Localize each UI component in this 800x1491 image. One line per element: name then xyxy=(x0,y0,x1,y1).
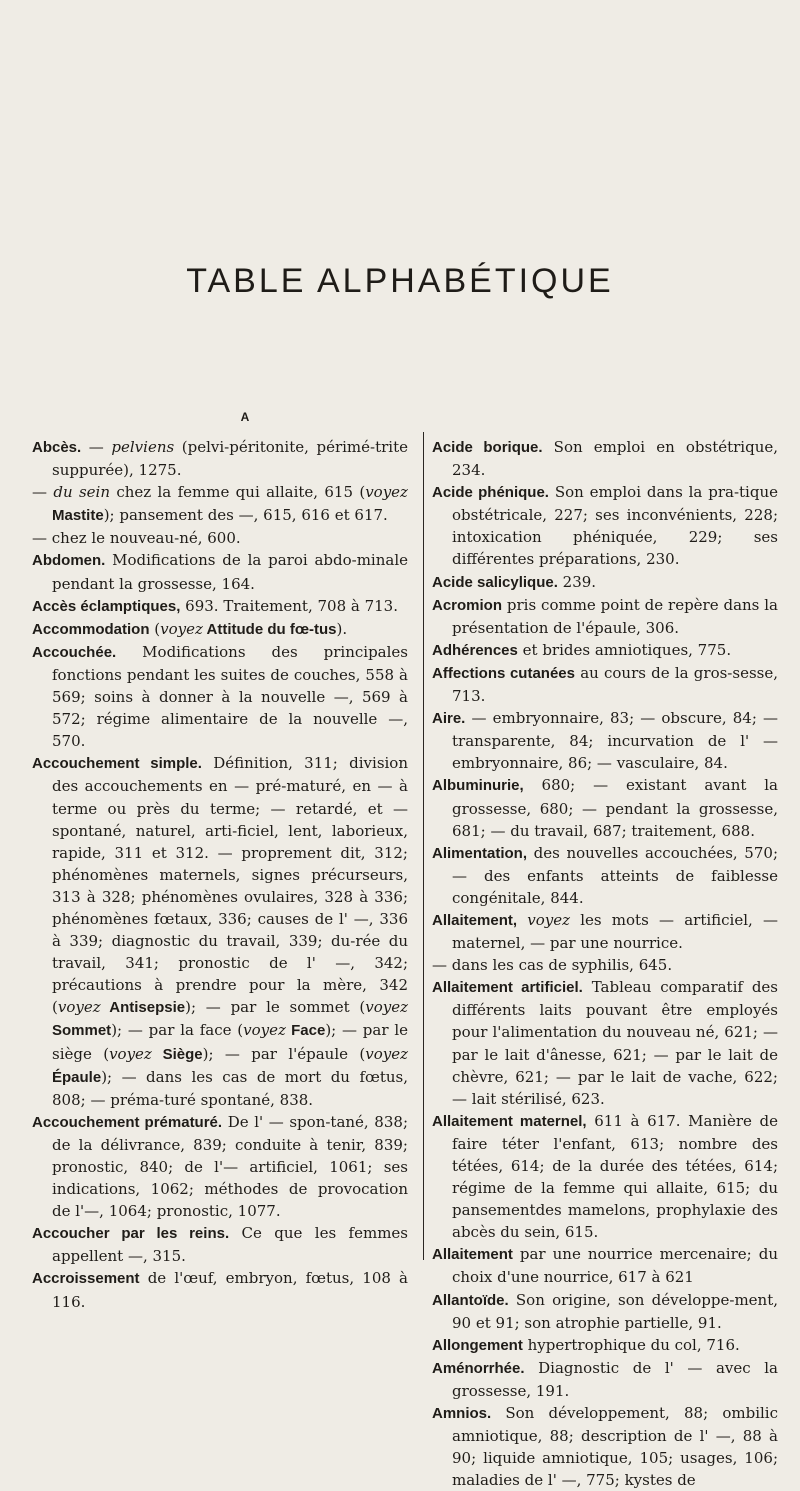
entry-text: 611 à 617. Manière de faire téter l'enfant, 613; nombre des tétées, 614; de la durée des tétées, 614; régime de la femme qui allaite, 615; du pansementdes mamelons, prophylaxie des abcès du sein, 615. xyxy=(452,1111,778,1242)
index-entry xyxy=(432,1402,778,1491)
entry-text: Son origine, son développe-ment, 90 et 91; son atrophie partielle, 91. xyxy=(452,1290,778,1332)
index-entry xyxy=(432,639,778,662)
entry-text: Modifications de la paroi abdo-minale pendant la grossesse, 164. xyxy=(52,551,408,593)
entry-headword: Acide borique. xyxy=(432,439,543,456)
entry-headword: Allaitement xyxy=(432,1246,513,1264)
cross-reference: Épaule xyxy=(52,1068,102,1086)
entry-text: au cours de la gros-sesse, 713. xyxy=(452,663,778,706)
index-entry xyxy=(432,1357,778,1402)
index-entry xyxy=(32,1222,408,1267)
entry-headword: Accouchement simple. xyxy=(32,755,202,773)
entry-text: Diagnostic de l' — avec la grossesse, 191. xyxy=(452,1358,778,1400)
entry-text: 680; — existant avant la grossesse, 680; — pendant la grossesse, 681; — du travail, 687; traitement, 688. xyxy=(452,776,778,840)
entry-text: les mots — artificiel, — maternel, — par une nourrice. xyxy=(452,910,778,953)
entry-text: — xyxy=(81,438,112,456)
index-entry xyxy=(32,527,408,549)
entry-text: de l'œuf, embryon, fœtus, 108 à 116. xyxy=(52,1269,408,1311)
entry-text: 693. Traitement, 708 à 713. xyxy=(180,596,398,615)
entry-headword: Accouchée. xyxy=(32,643,117,661)
entry-text: ); — par le siège ( xyxy=(52,1021,408,1063)
cross-reference: Attitude du fœ-tus xyxy=(202,620,337,638)
entry-text: pelviens xyxy=(111,438,175,456)
entry-headword: Allaitement maternel, xyxy=(432,1112,587,1130)
index-entry xyxy=(32,641,408,752)
section-letter: A xyxy=(240,410,250,424)
index-entry xyxy=(32,481,408,527)
index-entry xyxy=(32,595,408,618)
entry-headword: Adhérences xyxy=(432,641,518,659)
entry-text: hypertrophique du col, 716. xyxy=(522,1335,740,1354)
entry-text: pris comme point de repère dans la présentation de l'épaule, 306. xyxy=(452,595,778,637)
entry-text: ). xyxy=(336,619,348,638)
entry-text xyxy=(517,911,527,929)
entry-text: (pelvi-péritonite, périmé-trite suppurée), 1275. xyxy=(52,438,408,480)
entry-text: voyez xyxy=(243,1021,286,1040)
entry-text: ); — par le sommet ( xyxy=(185,998,366,1017)
index-entry xyxy=(432,1289,778,1334)
cross-reference: Siège xyxy=(151,1045,203,1063)
entry-text: 239. xyxy=(557,572,597,591)
index-entry xyxy=(432,594,778,639)
index-entry xyxy=(432,842,778,909)
entry-text: ( xyxy=(149,619,161,638)
entry-text: par une nourrice mercenaire; du choix d'une nourrice, 617 à 621 xyxy=(452,1245,778,1287)
entry-text: Son développement, 88; ombilic amniotique, 88; description de l' —, 88 à 90; liquide amniotique, 105; usages, 106; maladies de l' —, 775; kystes de xyxy=(452,1404,778,1490)
entry-headword: Allongement xyxy=(432,1336,523,1354)
entry-text: ); — par la face ( xyxy=(111,1021,244,1040)
entry-headword: Accès éclamptiques, xyxy=(32,597,181,615)
index-entry xyxy=(432,1243,778,1288)
index-entry xyxy=(432,662,778,707)
entry-text: — dans les cas de syphilis, 645. xyxy=(432,956,673,975)
index-entry xyxy=(432,976,778,1110)
entry-text: voyez xyxy=(57,998,101,1017)
index-entry xyxy=(432,707,778,774)
entry-headword: Abdomen. xyxy=(32,552,106,570)
entry-text: des nouvelles accouchées, 570; — des enfants atteints de faiblesse congénitale, 844. xyxy=(452,843,778,907)
entry-text: Définition, 311; division des accouchements en — pré-maturé, en — à terme ou près du terme; — retardé, et — spontané, naturel, arti-ficiel, lent, laborieux, rapide, 311 et 312. — proprement dit, 312; phénomènes maternels, signes précurseurs, 313 à 328; phénomènes ovulaires, 328 à 336; phénomènes fœtaux, 336; causes de l' —, 336 à 339; diagnostic du travail, 339; du-rée du travail, 341; pronostic de l' —, 342; précautions à prendre pour la mère, 342 ( xyxy=(52,754,409,1017)
entry-text: — xyxy=(32,483,54,502)
entry-headword: Allantoïde. xyxy=(432,1291,509,1309)
entry-headword: Allaitement artificiel. xyxy=(432,979,583,997)
index-entry xyxy=(432,954,778,976)
index-entry xyxy=(32,618,408,641)
index-entry xyxy=(432,1110,778,1244)
entry-text: Tableau comparatif des différents laits pouvant être employés pour l'alimentation du nouveau né, 621; — par le lait d'ânesse, 621; — par le lait de chèvre, 621; — par le lait de vache, 622; — lait stérilisé, 623. xyxy=(452,978,778,1108)
cross-reference: Face xyxy=(285,1022,326,1040)
cross-reference: Antisepsie xyxy=(100,999,186,1017)
index-entry xyxy=(432,1334,778,1357)
entry-headword: Aménorrhée. xyxy=(432,1359,525,1377)
entry-text: voyez xyxy=(109,1044,152,1063)
index-entry xyxy=(432,774,778,841)
entry-headword: Accroissement xyxy=(32,1270,140,1288)
index-entry xyxy=(432,909,778,954)
entry-headword: Acide phénique. xyxy=(432,484,549,502)
entry-text: ); — par l'épaule ( xyxy=(202,1044,366,1063)
entry-headword: Aire. xyxy=(432,710,466,728)
entry-text: ); pansement des —, 615, 616 et 617. xyxy=(103,506,388,525)
entry-headword: Alimentation, xyxy=(432,844,528,862)
left-column xyxy=(32,436,408,1313)
entry-headword: Abcès. xyxy=(32,439,82,456)
entry-headword: Accouchement prématuré. xyxy=(32,1113,223,1131)
index-entry xyxy=(32,436,408,481)
entry-text: et brides amniotiques, 775. xyxy=(517,640,732,659)
entry-headword: Affections cutanées xyxy=(432,664,575,682)
entry-text: chez la femme qui allaite, 615 ( xyxy=(109,483,366,502)
entry-headword: Accommodation xyxy=(32,620,150,638)
entry-text: ); — dans les cas de mort du fœtus, 808; — préma-turé spontané, 838. xyxy=(52,1067,408,1109)
page-title: TABLE ALPHABÉTIQUE xyxy=(186,262,614,300)
index-entry xyxy=(432,436,778,481)
entry-text: Ce que les femmes appellent —, 315. xyxy=(52,1224,409,1266)
entry-headword: Amnios. xyxy=(432,1405,492,1423)
index-entry xyxy=(32,1267,408,1312)
entry-headword: Accoucher par les reins. xyxy=(32,1225,230,1243)
index-entry xyxy=(32,1111,408,1222)
index-entry xyxy=(32,752,408,1111)
entry-headword: Allaitement, xyxy=(432,911,518,929)
entry-text: — chez le nouveau-né, 600. xyxy=(32,529,241,548)
entry-text: du sein xyxy=(53,483,110,502)
right-column xyxy=(432,436,778,1491)
index-entry xyxy=(432,571,778,594)
entry-headword: Acide salicylique. xyxy=(432,573,558,591)
cross-reference: Sommet xyxy=(52,1022,112,1040)
index-entry xyxy=(32,549,408,594)
entry-text: Modifications des principales fonctions pendant les suites de couches, 558 à 569; soins à donner à la nouvelle —, 569 à 572; régime alimentaire de la nouvelle —, 570. xyxy=(52,642,408,751)
column-divider xyxy=(423,432,424,1260)
entry-text: voyez xyxy=(527,910,571,929)
entry-text: De l' — spon-tané, 838; de la délivrance, 839; conduite à tenir, 839; pronostic, 840; de l'— artificiel, 1061; ses indications, 1062; méthodes de provocation de l'—, 1064; pronostic, 1077. xyxy=(52,1112,408,1221)
entry-text: Son emploi en obstétrique, 234. xyxy=(452,438,779,480)
entry-text: voyez xyxy=(365,998,408,1017)
cross-reference: Mastite xyxy=(52,507,104,525)
entry-text: voyez xyxy=(365,1044,408,1063)
entry-text: Son emploi dans la pra-tique obstétricale, 227; ses inconvénients, 228; intoxication phéniquée, 229; ses différentes préparations, 230. xyxy=(452,483,778,569)
entry-headword: Acromion xyxy=(432,596,503,614)
entry-text: — embryonnaire, 83; — obscure, 84; — transparente, 84; incurvation de l' — embryonnaire, 86; — vasculaire, 84. xyxy=(452,709,778,773)
entry-headword: Albuminurie, xyxy=(432,777,524,795)
entry-text: voyez xyxy=(365,483,408,502)
entry-text: voyez xyxy=(160,619,203,638)
index-entry xyxy=(432,481,778,570)
